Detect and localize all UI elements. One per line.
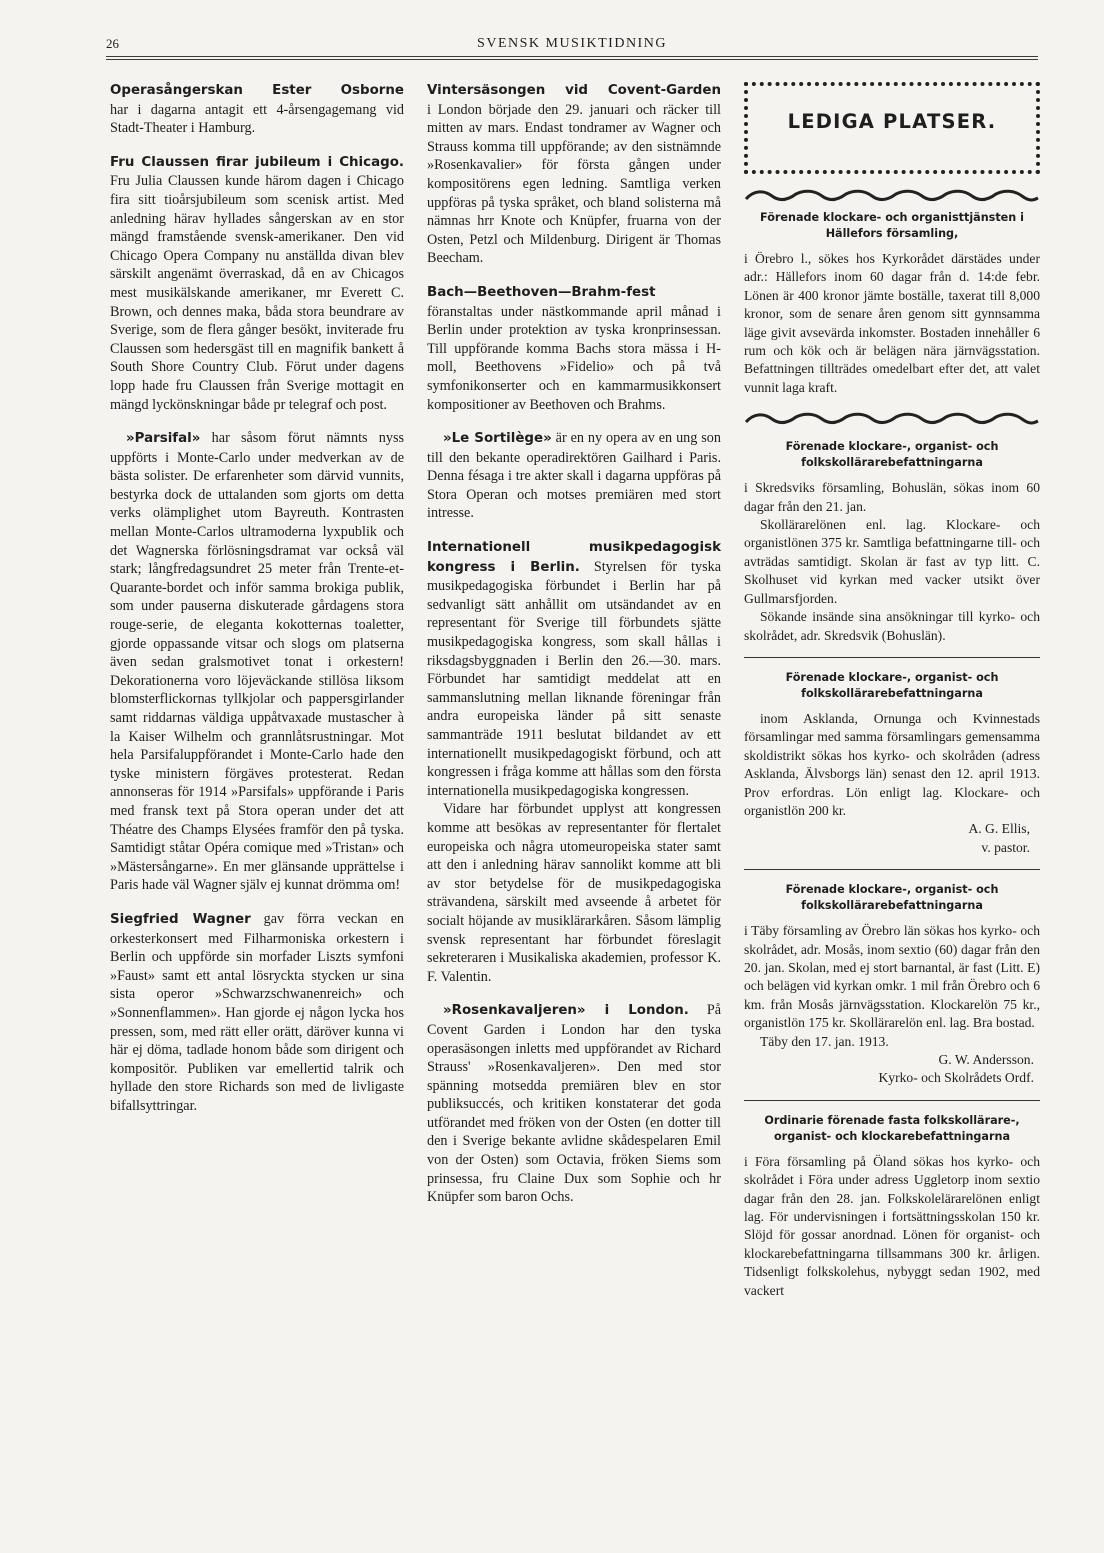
lediga-platser-box — [744, 82, 1040, 174]
article-text: På Covent Garden i London har den tyska operasäsongen inletts med uppförandet av Richard Strauss' »Rosenkavaljeren». Den med stor spänning motsedda premiären blev en stor publiksuccés, och kritiken konstaterar det goda utförandet med fröken von der Osten (en dotter till den i Sverige bekante avlidne skådespelaren Emil von der Osten) som Octavia, fröken Siems som prinsessa, fru Claine Dux som Sophie och hr Knüpfer som baron Ochs. — [427, 1002, 722, 1206]
section-title: LEDIGA PLATSER. — [787, 110, 997, 133]
ad-skredsvik — [744, 479, 1040, 645]
ad-heading: Förenade klockare-, organist- och folkskollärarebefattningarna — [785, 440, 999, 470]
article-text: föranstaltas under nästkommande april månad i Berlin under protektion av tyska kronprinsessan. Till uppförande komma Bachs stora mässa i H-moll, Beethovens »Fidelio» och på två symfonikonserter och en kammarmusikkonsert kompositioner av Beethoven och Brahms. — [427, 303, 721, 413]
ad-text: i Föra församling på Öland sökas hos kyrko- och skolrådet i Föra under adress Uggletorp inom sextio dagar från den 28. jan. Folkskolelärarelönen enligt lag. För undervisningen i fortsättningsskolan 150 kr. Slöjd för gossar anordnad. Lönen för organist- och klockarebefattningarna tillsammans 300 kr. årligen. Tidsenligt folkskolehus, nybyggt sedan 1902, med vackert — [744, 1153, 1040, 1298]
ad-signature: G. W. Andersson. — [938, 1052, 1034, 1067]
article-parsifal — [110, 429, 404, 895]
article-text: är en ny opera av en ung son till den bekante operadirektören Gailhard i Paris. Denna fésaga i tre akter skall i dagarna uppföras på Stora Operan och motses premiären med stort intresse. — [427, 430, 721, 522]
ad-heading: Förenade klockare-, organist- och folkskollärarebefattningarna — [785, 670, 999, 700]
wave-ornament-icon — [744, 188, 1040, 202]
column-2 — [427, 82, 721, 1222]
article-heading: Bach—Beethoven—Brahm-fest — [427, 284, 656, 300]
article-siegfried-wagner — [110, 910, 404, 1116]
wave-ornament-icon — [744, 411, 1040, 425]
ad-heading: Ordinarie förenade fasta folkskollärare-, organist- och klockarebefattningarna — [764, 1113, 1020, 1143]
header-rule — [106, 56, 1038, 57]
ad-text: Sökande insände sina ansökningar till kyrko- och skolrådet, adr. Skredsvik (Bohuslän). — [744, 609, 1040, 643]
article-heading: »Rosenkavaljeren» i London. — [443, 1003, 689, 1019]
ad-asklanda — [744, 710, 1040, 857]
divider-line — [744, 869, 1040, 870]
article-text: har i dagarna antagit ett 4-årsengagemang vid Stadt-Theater i Hamburg. — [110, 101, 404, 137]
header-rule — [106, 59, 1038, 60]
page-number: 26 — [106, 36, 119, 51]
column-1 — [110, 82, 404, 1130]
ad-text: i Örebro l., sökes hos Kyrkorådet därstädes under adr.: Hällefors inom 60 dagar från d. 14:de febr. Lönen är 400 kronor jämte boställe, taxerat till 8,000 kronor, som de senare åren genom sitt gynnsamma läge givit avsevärda inkomster. Bostaden innehåller 6 rum och kök och är belägen nära järnvägsstation. Befattningen tillträdes omedelbart efter det, att valet vunnit laga kraft. — [744, 251, 1040, 395]
ad-fora — [744, 1153, 1040, 1300]
article-heading: »Parsifal» — [126, 431, 201, 447]
article-text: i London började den 29. januari och räcker till mitten av mars. Endast tondramer av Wagner och Strauss komma till uppförande; av den sistnämnde »Rosenkavalier» för första gången under kompositörens egen ledning. Samtliga verken uppföras på tyska språket, och bland solisterna må nämnas hrr Knote och Knüpfer, fruarna von der Osten, Petzl och Mildenburg. Dirigent är Thomas Beecham. — [427, 101, 721, 267]
divider-line — [744, 1100, 1040, 1101]
ad-taby — [744, 922, 1040, 1088]
article-rosenkavaljeren — [427, 1001, 721, 1207]
running-title: SVENSK MUSIKTIDNING — [477, 36, 667, 51]
ad-signature: Kyrko- och Skolrådets Ordf. — [878, 1070, 1034, 1086]
article-music-congress — [427, 538, 721, 986]
ad-hallefors — [744, 250, 1040, 397]
ad-heading: Förenade klockare- och organisttjänsten i Hällefors församling, — [760, 211, 1024, 240]
article-covent-garden — [427, 82, 721, 268]
article-claussen — [110, 153, 404, 414]
ornament-divider — [744, 188, 1040, 202]
ad-date: Täby den 17. jan. 1913. — [760, 1033, 889, 1049]
article-heading: Fru Claussen firar jubileum i Chicago. — [110, 154, 404, 170]
ad-text: i Skredsviks församling, Bohuslän, sökas inom 60 dagar från den 21. jan. — [744, 480, 1040, 514]
article-heading: Vintersäsongen vid Covent-Garden — [427, 83, 721, 98]
article-bach-beethoven-brahms — [427, 283, 721, 414]
ornament-divider — [744, 411, 1040, 425]
article-heading: Internationell musikpedagogisk kongress i Berlin. — [427, 540, 721, 575]
ad-signature: A. G. Ellis, — [968, 821, 1030, 837]
article-text: har såsom förut nämnts nyss uppförts i Monte-Carlo under medverkan av de bästa solister. De erfarenheter som därvid vunnits, bestyrka dock de uttalanden som gjorts om detta verks olämplighet utom Bayreuth. Kontrasten mellan Monte-Carlos ultramoderna lyxpublik och det Wagnerska förlösningsdramat var också väl stark; långfredagsundret 25 meter från Trente-et-Quarante-bordet och inför samma brokiga publik, som under pauserna diskuterade gårdagens stora rouge-serie, de eleganta kokotternas toaletter, gjorde oppassande vitsar och slogs om platserna även sedan gralsmotivet tonat i orkestern! Dekorationerna voro löjeväckande stillösa liksom blomsterflickornas tyllkjolar och pappersgirlander samt riddarnas väldiga uppåtvaxade mustascher à la Kaiser Wilhelm och grannlåtsrustningar. Mot hela Parsifaluppförandet i Monte-Carlo hade den tyske ministern förgäves protesterat. Redan annonseras för 1914 »Parsifals» uppförande i Paris med fransk text på Stora operan under det att Théatre des Champs Elysées framför den på tyska. Samtidigt ståtar Opéra comique med »Tristan» och »Mästersångarne». En mer glänsande upprättelse i Paris hade väl Wagner själv ej kunnat drömma om! — [110, 430, 404, 894]
page-header — [106, 34, 1038, 60]
article-heading: »Le Sortilège» — [443, 431, 552, 447]
ad-text: inom Asklanda, Ornunga och Kvinnestads församlingar med samma församlingars gemensamma skoldistrikt sökas hos kyrko- och skolråden (adress Asklanda, Älvsborgs län) senast den 12. april 1913. Prov erfordras. Lön enligt lag. Klockare- och organistlön 200 kr. — [744, 710, 1040, 818]
article-text: Fru Julia Claussen kunde härom dagen i Chicago fira sitt tioårsjubileum som scenisk artist. Med anledning härav hyllades sångerskan av en stor mängd framstående svensk-amerikaner. Den vid Chicago Opera Company nu anställda divan blev särskilt angenämt överraskad, då en av Chicagos mest musikälskande amerikaner, mr Everett C. Brown, och dennes maka, båda stora beundrare av Sverige, som de flera gånger besökt, inviterade fru Claussen som hedersgäst till en magnifik bankett å South Shore Country Club. Förut under dagens lopp hade fru Claussen från Sverige mottagit en mängd lyckönskningar både pr telegraf och post. — [110, 173, 404, 413]
article-osborne — [110, 82, 404, 138]
article-heading: Operasångerskan Ester Osborne — [110, 83, 404, 98]
article-text: gav förra veckan en orkesterkonsert med Filharmoniska orkestern i Berlin och uppförde sin morfader Liszts symfoni »Faust» samt ett antal lösryckta stycken ur sina sista operor »Schwarzschwanenreich» och »Sonnenflammen». Han gjorde ej någon lycka hos pressen, som, med rätt eller orätt, däröver kunna vi här ej döma, tadlade honom både som dirigent och kompositör. Publiken var emellertid talrik och hyllade den store Richards son med de livligaste bifallsyttringar. — [110, 910, 404, 1114]
article-text: Vidare har förbundet upplyst att kongressen komme att besökas av representanter för flertalet europeiska och några utomeuropeiska stater samt att den i anledning härav sannolikt komme att bli av stor betydelse för de musikpedagogiska strävandena, särskilt med avseende å arbetet för socialt höjande av musiklärarkåren. Såsom lämplig svensk representant har förbundet föreslagit sekreteraren i Musikaliska akademien, professor K. F. Valentin. — [427, 801, 721, 985]
article-text: Styrelsen för tyska musikpedagogiska förbundet i Berlin har på sedvanligt sätt anhållit om utsändandet av en representant för Sverige till förbundets sjätte musikpedagogiska kongress, som skall hållas i riksdagsbyggnaden i Berlin den 26.—30. mars. Förbundet har samtidigt meddelat att en sammanslutning mellan liknande föreningar från andra europeiska länder på sitt senaste sammanträde 1911 beslutat bildandet av ett internationellt musikpedagogiskt förbund, och att kongressen i fråga komme att hållas som den första internationella musikpedagogiska kongressen. — [427, 558, 721, 799]
divider-line — [744, 657, 1040, 658]
article-heading: Siegfried Wagner — [110, 911, 251, 927]
ad-heading: Förenade klockare-, organist- och folkskollärarebefattningarna — [785, 883, 999, 913]
column-3-ads — [744, 82, 1040, 1300]
ad-text: i Täby församling av Örebro län sökas hos kyrko- och skolrådet, adr. Mosås, inom sextio (60) dagar från den 20. jan. Skolan, med ej stort barnantal, är fast (Litt. E) och belägen vid kyrkan omkr. 1 mil från Örebro och 6 km. från Mosås järnvägsstation. Klockarelön 75 kr., organistlön 175 kr. Skollärarelön enl. lag. Bra bostad. — [744, 923, 1040, 1031]
ad-text: Skollärarelönen enl. lag. Klockare- och organistlönen 375 kr. Samtliga befattningarne till- och avträdas samtidigt. Skolan är fast av typ litt. C. Skolhuset vid kyrkan med vacker utsikt över Gullmarsfjorden. — [744, 517, 1040, 606]
article-le-sortilege — [427, 429, 721, 523]
ad-signature: v. pastor. — [981, 839, 1030, 855]
